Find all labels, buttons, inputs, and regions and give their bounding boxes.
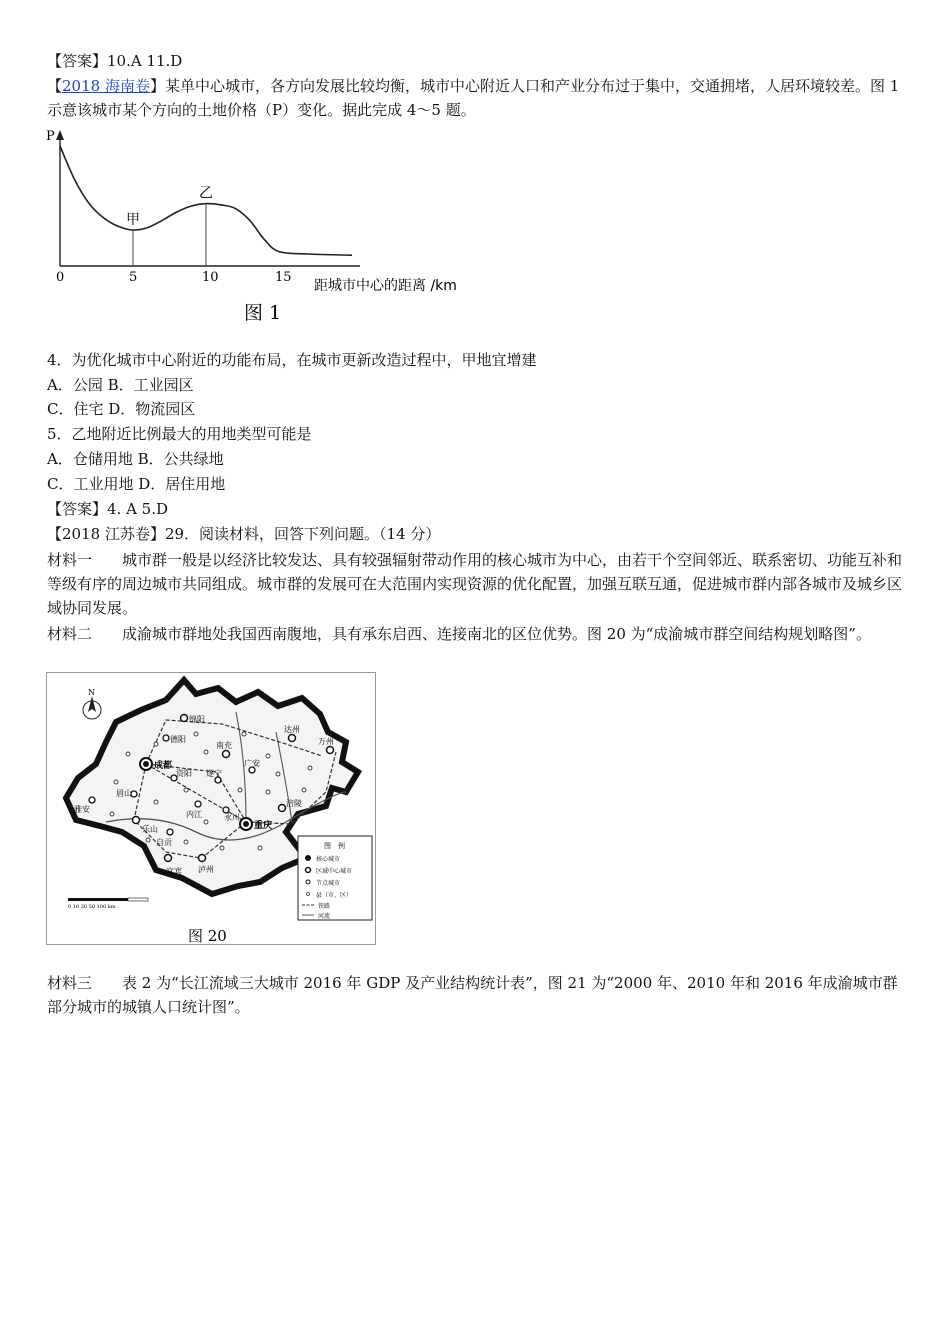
q4-options-cd: C．住宅 D．物流园区 xyxy=(47,400,196,418)
map-legend xyxy=(298,836,372,920)
svg-text:县（市、区）: 县（市、区） xyxy=(316,892,353,899)
point-label-jia: 甲 xyxy=(126,212,140,228)
svg-text:眉山: 眉山 xyxy=(116,789,132,798)
svg-text:绵阳: 绵阳 xyxy=(189,715,205,724)
x-tick-label: 0 xyxy=(56,270,65,285)
svg-text:区域中心城市: 区域中心城市 xyxy=(316,868,353,875)
jiangsu-question-title: 【2018 江苏卷】29．阅读材料，回答下列问题。（14 分） xyxy=(47,525,441,543)
svg-text:涪陵: 涪陵 xyxy=(286,799,302,808)
answer-line-1: 【答案】10.A 11.D xyxy=(47,52,183,70)
figure-20-map xyxy=(46,672,378,947)
svg-text:节点城市: 节点城市 xyxy=(316,880,341,887)
svg-text:N: N xyxy=(88,688,95,697)
material-3: 材料三 表 2 为“长江流域三大城市 2016 年 GDP 及产业结构统计表”，图 21 为“2000 年、2010 年和 2016 年成渝城市群部分城市的城镇人口统计图”。 xyxy=(47,974,898,1016)
svg-text:图 例: 图 例 xyxy=(324,842,345,850)
svg-text:成都: 成都 xyxy=(154,761,173,771)
hainan-stem-text: 某单中心城市，各方向发展比较均衡，城市中心附近人口和产业分布过于集中，交通拥堵，人居环境较差。图 1 示意该城市某个方向的土地价格（P）变化。据此完成 4～5 题。 xyxy=(47,77,900,119)
svg-text:广安: 广安 xyxy=(244,759,260,768)
svg-text:核心城市: 核心城市 xyxy=(316,856,341,863)
svg-text:雅安: 雅安 xyxy=(74,805,90,814)
q5-stem: 5．乙地附近比例最大的用地类型可能是 xyxy=(47,425,312,443)
material-2: 材料二 成渝城市群地处我国西南腹地，具有承东启西、连接南北的区位优势。图 20 为“成渝城市群空间结构规划略图”。 xyxy=(47,625,871,643)
figure-1-chart xyxy=(40,126,500,336)
svg-text:南充: 南充 xyxy=(216,741,232,750)
svg-text:河流: 河流 xyxy=(318,913,331,920)
bracket-close: 】 xyxy=(149,77,165,95)
q4-stem: 4．为优化城市中心附近的功能布局，在城市更新改造过程中，甲地宜增建 xyxy=(47,351,537,369)
bracket-open: 【 xyxy=(47,77,63,95)
q4-options-ab: A．公园 B．工业园区 xyxy=(47,376,194,394)
x-axis-label: 距城市中心的距离 /km xyxy=(314,278,457,294)
svg-text:内江: 内江 xyxy=(186,810,202,819)
svg-text:达州: 达州 xyxy=(284,725,300,734)
figure-20-caption: 图 20 xyxy=(188,927,227,945)
svg-text:0 10 30 50 100 km: 0 10 30 50 100 km xyxy=(68,904,116,910)
x-tick-label: 10 xyxy=(202,270,219,285)
y-axis-label: P xyxy=(46,129,55,144)
q5-options-ab: A．仓储用地 B．公共绿地 xyxy=(47,450,224,468)
answer-line-2: 【答案】4. A 5.D xyxy=(47,500,169,518)
svg-text:自贡: 自贡 xyxy=(156,838,172,847)
x-tick-label: 5 xyxy=(129,270,138,285)
q5-options-cd: C．工业用地 D．居住用地 xyxy=(47,475,226,493)
svg-text:万州: 万州 xyxy=(318,737,334,746)
hainan-question-stem xyxy=(47,74,907,122)
svg-text:乐山: 乐山 xyxy=(142,825,158,834)
source-link-hainan[interactable]: 2018 海南卷 xyxy=(62,77,150,95)
svg-text:宜宾: 宜宾 xyxy=(166,867,182,876)
material-1: 材料一 城市群一般是以经济比较发达、具有较强辐射带动作用的核心城市为中心，由若干个空间邻近、联系密切、功能互补和等级有序的周边城市共同组成。城市群的发展可在大范围内实现资源的优化配置，加强互联互通，促进城市群内部各城市及城乡区域协同发展。 xyxy=(47,551,903,617)
svg-text:泸州: 泸州 xyxy=(198,865,214,874)
figure-1-caption: 图 1 xyxy=(244,302,282,324)
x-tick-label: 15 xyxy=(275,270,292,285)
svg-text:重庆: 重庆 xyxy=(254,821,273,831)
svg-text:德阳: 德阳 xyxy=(170,735,186,744)
point-label-yi: 乙 xyxy=(199,185,213,202)
svg-text:铁路: 铁路 xyxy=(318,903,331,910)
svg-text:资阳: 资阳 xyxy=(176,769,192,778)
svg-text:永川: 永川 xyxy=(224,813,240,822)
svg-text:遂宁: 遂宁 xyxy=(206,769,222,778)
